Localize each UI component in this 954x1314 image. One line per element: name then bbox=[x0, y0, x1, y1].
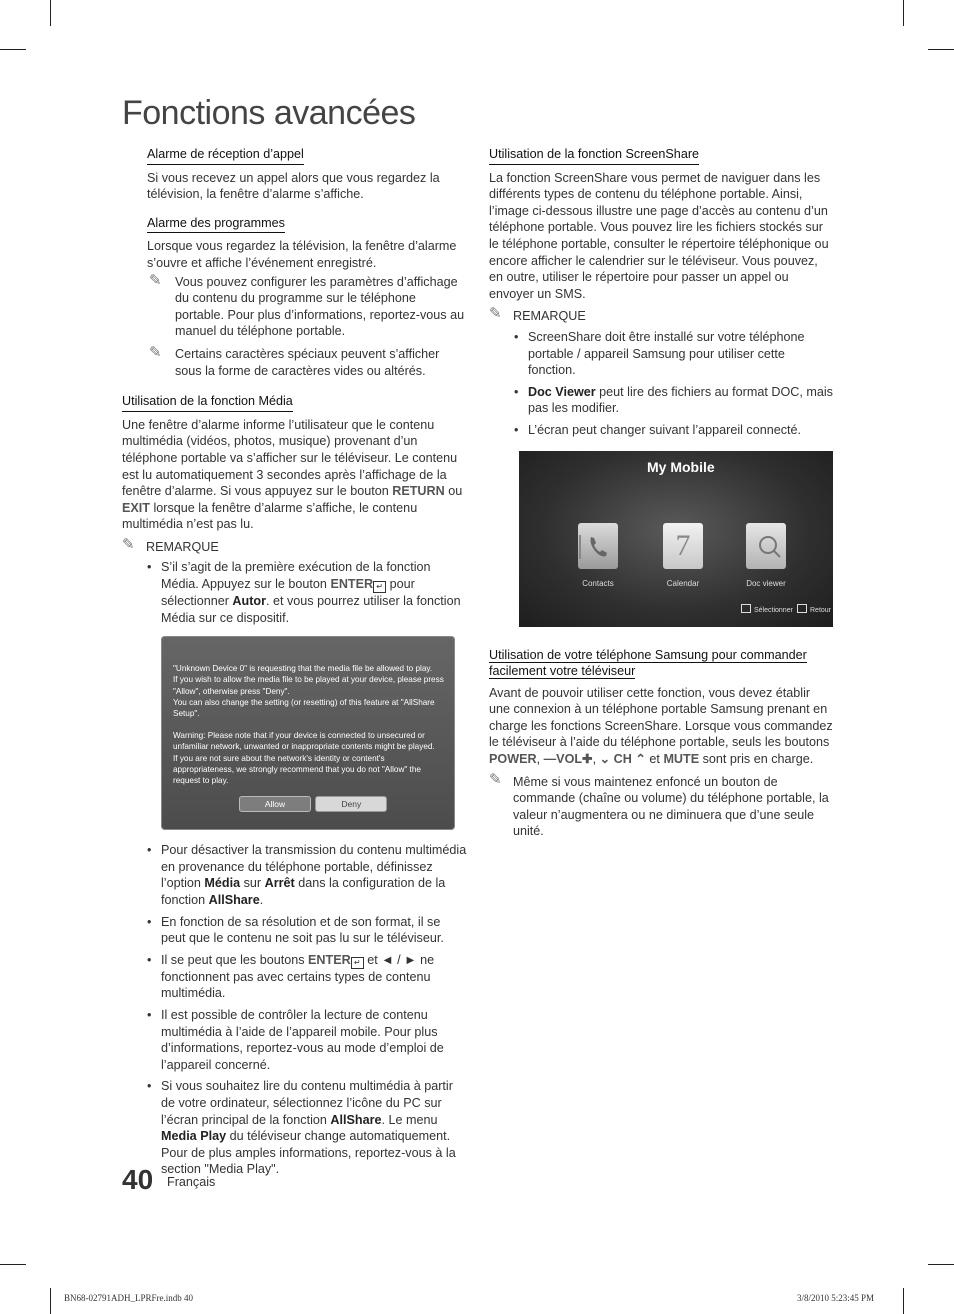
deny-button[interactable]: Deny bbox=[315, 796, 387, 812]
back-hint: Retour bbox=[797, 603, 831, 620]
enter-icon: ↵ bbox=[373, 581, 386, 593]
select-hint: Sélectionner bbox=[741, 603, 793, 620]
mute-key: MUTE bbox=[663, 752, 700, 767]
right-column bbox=[489, 146, 834, 844]
list-item: • En fonction de sa résolution et de son format, il se peut que le contenu ne soit pas lu sur le téléviseur. bbox=[147, 914, 444, 946]
list-item: • L’écran peut changer suivant l’appareil connecté. bbox=[514, 422, 802, 437]
footer-date: 3/8/2010 5:23:45 PM bbox=[797, 1293, 875, 1303]
paragraph: La fonction ScreenShare vous permet de naviguer dans les différents types de contenu du téléphone portable. Ainsi, l’image ci-dessous illustre une page d’accès au contenu d’un téléphone portable. Vous pouvez lire les fichiers stockés sur le téléphone portable, consulter le répertoire téléphonique ou encore afficher le calendrier sur le téléviseur. Vous pouvez, en outre, utiliser le répertoire pour passer un appel ou envoyer un SMS. bbox=[489, 170, 829, 301]
page-language: Français bbox=[167, 1175, 216, 1189]
crop-mark bbox=[928, 1264, 954, 1265]
section-heading: Alarme de réception d’appel bbox=[147, 146, 304, 165]
note bbox=[147, 271, 468, 340]
note-text: Même si vous maintenez enfoncé un bouton de commande (chaîne ou volume) du téléphone portable, la valeur n’augmentera ou ne diminuera que d’une seule unité. bbox=[513, 774, 829, 839]
media-permission-dialog bbox=[161, 636, 455, 830]
note bbox=[147, 343, 468, 379]
bullet-list bbox=[122, 559, 468, 626]
page-number: 40 bbox=[122, 1164, 154, 1195]
list-item: • Il est possible de contrôler la lecture de contenu multimédia à l’aide de l’appareil mobile. Pour plus d’informations, reportez-vous au mode d’emploi de l’appareil concerné. bbox=[147, 1008, 444, 1072]
crop-mark bbox=[50, 0, 51, 26]
crop-mark bbox=[903, 1288, 904, 1314]
return-key: RETURN bbox=[392, 484, 445, 499]
paragraph: Une fenêtre d’alarme informe l’utilisateur que le contenu multimédia (vidéos, photos, musique) provenant d’un téléphone portable va s’afficher sur le téléviseur. Le contenu est lu automatiquement 3 secondes après l’affichage de la fenêtre d’alarme. Si vous appuyez sur le bouton RETURN ou EXIT lorsque la fenêtre d’alarme s’affiche, le contenu multimédia n’est pas lu. bbox=[122, 417, 463, 532]
enter-key: ENTER bbox=[330, 577, 374, 592]
calendar-day: 7 bbox=[675, 528, 691, 562]
page-title: Fonctions avancées bbox=[122, 94, 416, 132]
section-alarm-call bbox=[147, 146, 468, 379]
dialog-buttons bbox=[239, 796, 389, 812]
pencil-icon: ✎ bbox=[122, 535, 135, 553]
pencil-icon: ✎ bbox=[149, 271, 162, 289]
paragraph: Si vous recevez un appel alors que vous regardez la télévision, la fenêtre d’alarme s’affiche. bbox=[147, 170, 440, 202]
remark-label: REMARQUE bbox=[513, 309, 586, 324]
doc-viewer-icon[interactable] bbox=[746, 523, 786, 569]
section-heading: Alarme des programmes bbox=[147, 215, 285, 234]
contacts-icon[interactable] bbox=[578, 523, 618, 569]
note-text: Vous pouvez configurer les paramètres d’affichage du contenu du programme sur le téléphone portable. Pour plus d’informations, reportez-vous au manuel du téléphone portable. bbox=[175, 274, 465, 339]
my-mobile-screen bbox=[519, 451, 833, 627]
enter-key: ENTER bbox=[308, 952, 351, 967]
dialog-text: "Unknown Device 0" is requesting that the media file be allowed to play. If you wish to allow the media file to be played at your device, please press "Allow", otherwise press "Deny". You can also change the setting (or resetting) of this feature at "AllShare Setup". Warning: Please note that if your device is connected to unsecured or unfamiliar network, unwanted or inappropriate contents might be played. If you are not sure about the network's identity or content's appropriateness, we strongly recommend that you do not "Allow" the request to play. bbox=[173, 664, 444, 786]
exit-key: EXIT bbox=[122, 500, 150, 515]
bullet-list bbox=[122, 842, 468, 1178]
crop-mark bbox=[928, 49, 954, 50]
list-item: • Si vous souhaitez lire du contenu multimédia à partir de votre ordinateur, sélectionnez l’icône du PC sur l’écran principal de la fonction AllShare. Le menu Media Play du téléviseur change automatiquement. Pour de plus amples informations, reportez-vous à la section "Media Play". bbox=[147, 1079, 456, 1177]
note bbox=[489, 770, 834, 840]
channel-keys: ⌄ CH ⌃ bbox=[599, 752, 646, 767]
doc-viewer-label: Doc viewer bbox=[746, 578, 786, 588]
pencil-icon: ✎ bbox=[489, 770, 502, 788]
list-item: • Pour désactiver la transmission du contenu multimédia en provenance du téléphone portable, définissez l’option Média sur Arrêt dans la configuration de la fonction AllShare. bbox=[147, 843, 467, 908]
pencil-icon: ✎ bbox=[489, 305, 502, 323]
enter-icon bbox=[741, 604, 751, 613]
section-heading: Utilisation de la fonction Média bbox=[122, 393, 293, 412]
list-item: • Il se peut que les boutons ENTER ↵ et ◄ / ► ne fonctionnent pas avec certains types de contenu multimédia. bbox=[147, 952, 435, 1001]
remark-label: REMARQUE bbox=[146, 539, 219, 554]
my-mobile-title: My Mobile bbox=[647, 458, 715, 475]
power-key: POWER bbox=[489, 752, 537, 767]
left-column bbox=[122, 146, 468, 1183]
section-heading: Utilisation de votre téléphone Samsung pour commander facilement votre téléviseur bbox=[489, 647, 807, 679]
calendar-label: Calendar bbox=[666, 578, 700, 588]
list-item: • Doc Viewer peut lire des fichiers au format DOC, mais pas les modifier. bbox=[514, 384, 833, 416]
return-icon bbox=[797, 604, 807, 613]
note-text: Certains caractères spéciaux peuvent s’afficher sous la forme de caractères vides ou altérés. bbox=[175, 346, 440, 378]
footer-file: BN68-02791ADH_LPRFre.indb 40 bbox=[64, 1293, 194, 1303]
section-heading: Utilisation de la fonction ScreenShare bbox=[489, 146, 699, 165]
crop-mark bbox=[50, 1288, 51, 1314]
remark bbox=[122, 535, 468, 556]
crop-mark bbox=[0, 49, 26, 50]
remark bbox=[489, 305, 834, 325]
allow-button[interactable]: Allow bbox=[239, 796, 311, 812]
crop-mark bbox=[0, 1264, 26, 1265]
crop-mark bbox=[903, 0, 904, 26]
pencil-icon: ✎ bbox=[149, 343, 162, 361]
paragraph: Lorsque vous regardez la télévision, la fenêtre d’alarme s’ouvre et affiche l’événement enregistré. bbox=[147, 239, 457, 270]
paragraph: Avant de pouvoir utiliser cette fonction, vous devez établir une connexion à un téléphone portable Samsung prenant en charge les fonctions ScreenShare. Lorsque vous commandez le téléviseur à l’aide du téléphone portable, seuls les boutons POWER, —VOL✚, ⌄ CH ⌃ et MUTE sont pris en charge. bbox=[489, 685, 833, 767]
calendar-icon[interactable] bbox=[663, 523, 703, 569]
enter-icon: ↵ bbox=[351, 957, 364, 969]
bullet-list bbox=[489, 329, 834, 439]
contacts-label: Contacts bbox=[582, 578, 614, 588]
volume-keys: —VOL✚ bbox=[543, 752, 593, 767]
list-item: • ScreenShare doit être installé sur votre téléphone portable / appareil Samsung pour utiliser cette fonction. bbox=[514, 329, 805, 378]
list-item: • S’il s’agit de la première exécution de la fonction Média. Appuyez sur le bouton ENTER ↵ pour sélectionner Autor. et vous pourrez utiliser la fonction Média sur ce dispositif. bbox=[147, 560, 461, 625]
